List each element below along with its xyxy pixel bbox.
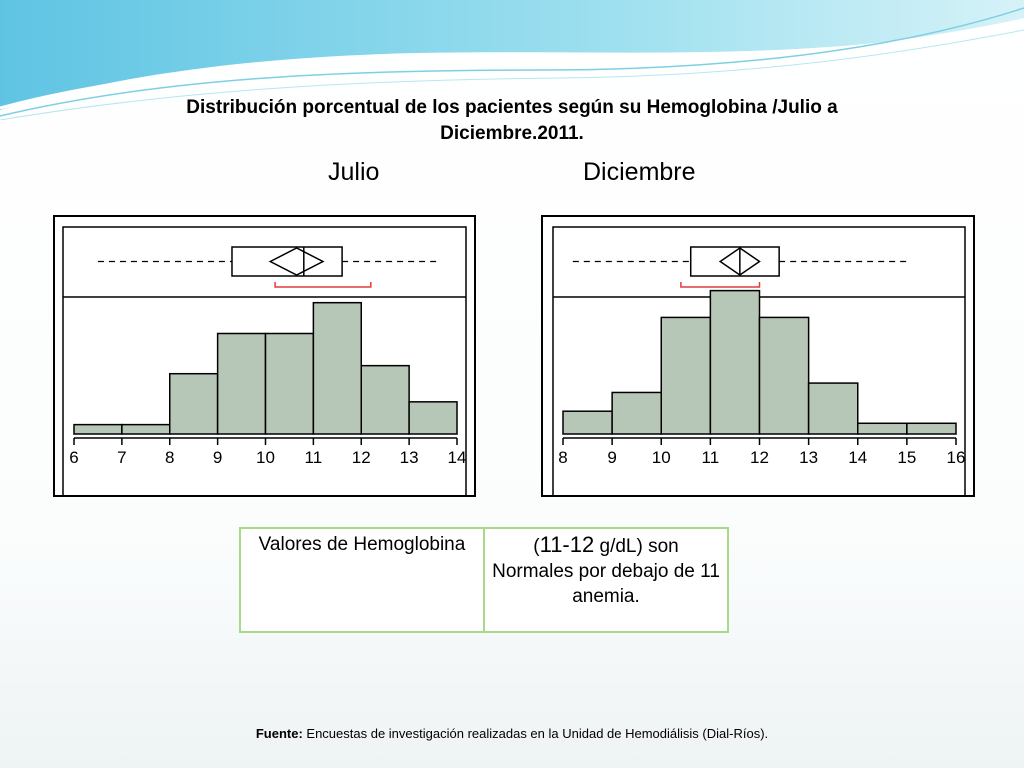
table-paren: ( bbox=[533, 536, 540, 557]
slide-title-line-1: Distribución porcentual de los pacientes según su Hemoglobina /Julio a bbox=[186, 97, 838, 118]
x-tick-label: 7 bbox=[117, 448, 127, 467]
chart-julio bbox=[53, 215, 476, 497]
x-tick-label: 16 bbox=[946, 448, 966, 467]
table-cell-label: Valores de Hemoglobina bbox=[240, 528, 484, 632]
x-tick-label: 15 bbox=[897, 448, 917, 467]
histogram-bar bbox=[907, 423, 956, 434]
histogram-bar bbox=[170, 374, 218, 434]
table-normal-range: 11-12 bbox=[539, 532, 595, 557]
histogram-bar bbox=[661, 317, 710, 434]
table-cell-description bbox=[484, 528, 728, 632]
panel-label-diciembre: Diciembre bbox=[583, 158, 696, 186]
source-note bbox=[0, 726, 1024, 741]
x-tick-label: 9 bbox=[212, 448, 223, 467]
boxplot-box bbox=[232, 247, 342, 276]
x-tick-label: 13 bbox=[799, 448, 819, 467]
histogram-bar bbox=[563, 411, 612, 434]
x-tick-label: 9 bbox=[607, 448, 617, 467]
slide-title bbox=[112, 95, 912, 147]
histogram-bar bbox=[760, 317, 809, 434]
hemoglobin-info-table bbox=[239, 527, 729, 633]
histogram-bar bbox=[313, 303, 361, 434]
histogram-bar bbox=[218, 334, 266, 435]
panel-label-julio: Julio bbox=[328, 158, 380, 186]
slide-title-line-2: Diciembre.2011. bbox=[440, 123, 584, 144]
histogram-bar bbox=[266, 334, 314, 435]
x-tick-label: 8 bbox=[558, 448, 568, 467]
x-tick-label: 14 bbox=[848, 448, 868, 467]
histogram-bar bbox=[122, 425, 170, 434]
histogram-bar bbox=[858, 423, 907, 434]
source-label: Fuente: bbox=[255, 726, 303, 741]
histogram-bar bbox=[612, 392, 661, 434]
histogram-bar bbox=[809, 383, 858, 434]
source-text: Encuestas de investigación realizadas en la Unidad de Hemodiálisis (Dial-Ríos). bbox=[302, 726, 769, 741]
table-description-text: g/dL) son Normales por debajo de 11 anemia. bbox=[492, 536, 720, 607]
x-tick-label: 11 bbox=[304, 448, 323, 467]
x-tick-label: 10 bbox=[256, 448, 275, 467]
x-tick-label: 11 bbox=[701, 448, 720, 467]
histogram-bar bbox=[710, 291, 759, 434]
x-tick-label: 14 bbox=[447, 448, 467, 467]
x-tick-label: 12 bbox=[351, 448, 371, 467]
x-tick-label: 8 bbox=[165, 448, 175, 467]
table-row bbox=[240, 528, 728, 632]
x-tick-label: 10 bbox=[651, 448, 671, 467]
histogram-bar bbox=[361, 366, 409, 434]
chart-diciembre bbox=[541, 215, 975, 497]
x-tick-label: 13 bbox=[399, 448, 419, 467]
histogram-bar bbox=[74, 425, 122, 434]
x-tick-label: 6 bbox=[69, 448, 79, 467]
x-tick-label: 12 bbox=[750, 448, 769, 467]
histogram-bar bbox=[409, 402, 457, 434]
